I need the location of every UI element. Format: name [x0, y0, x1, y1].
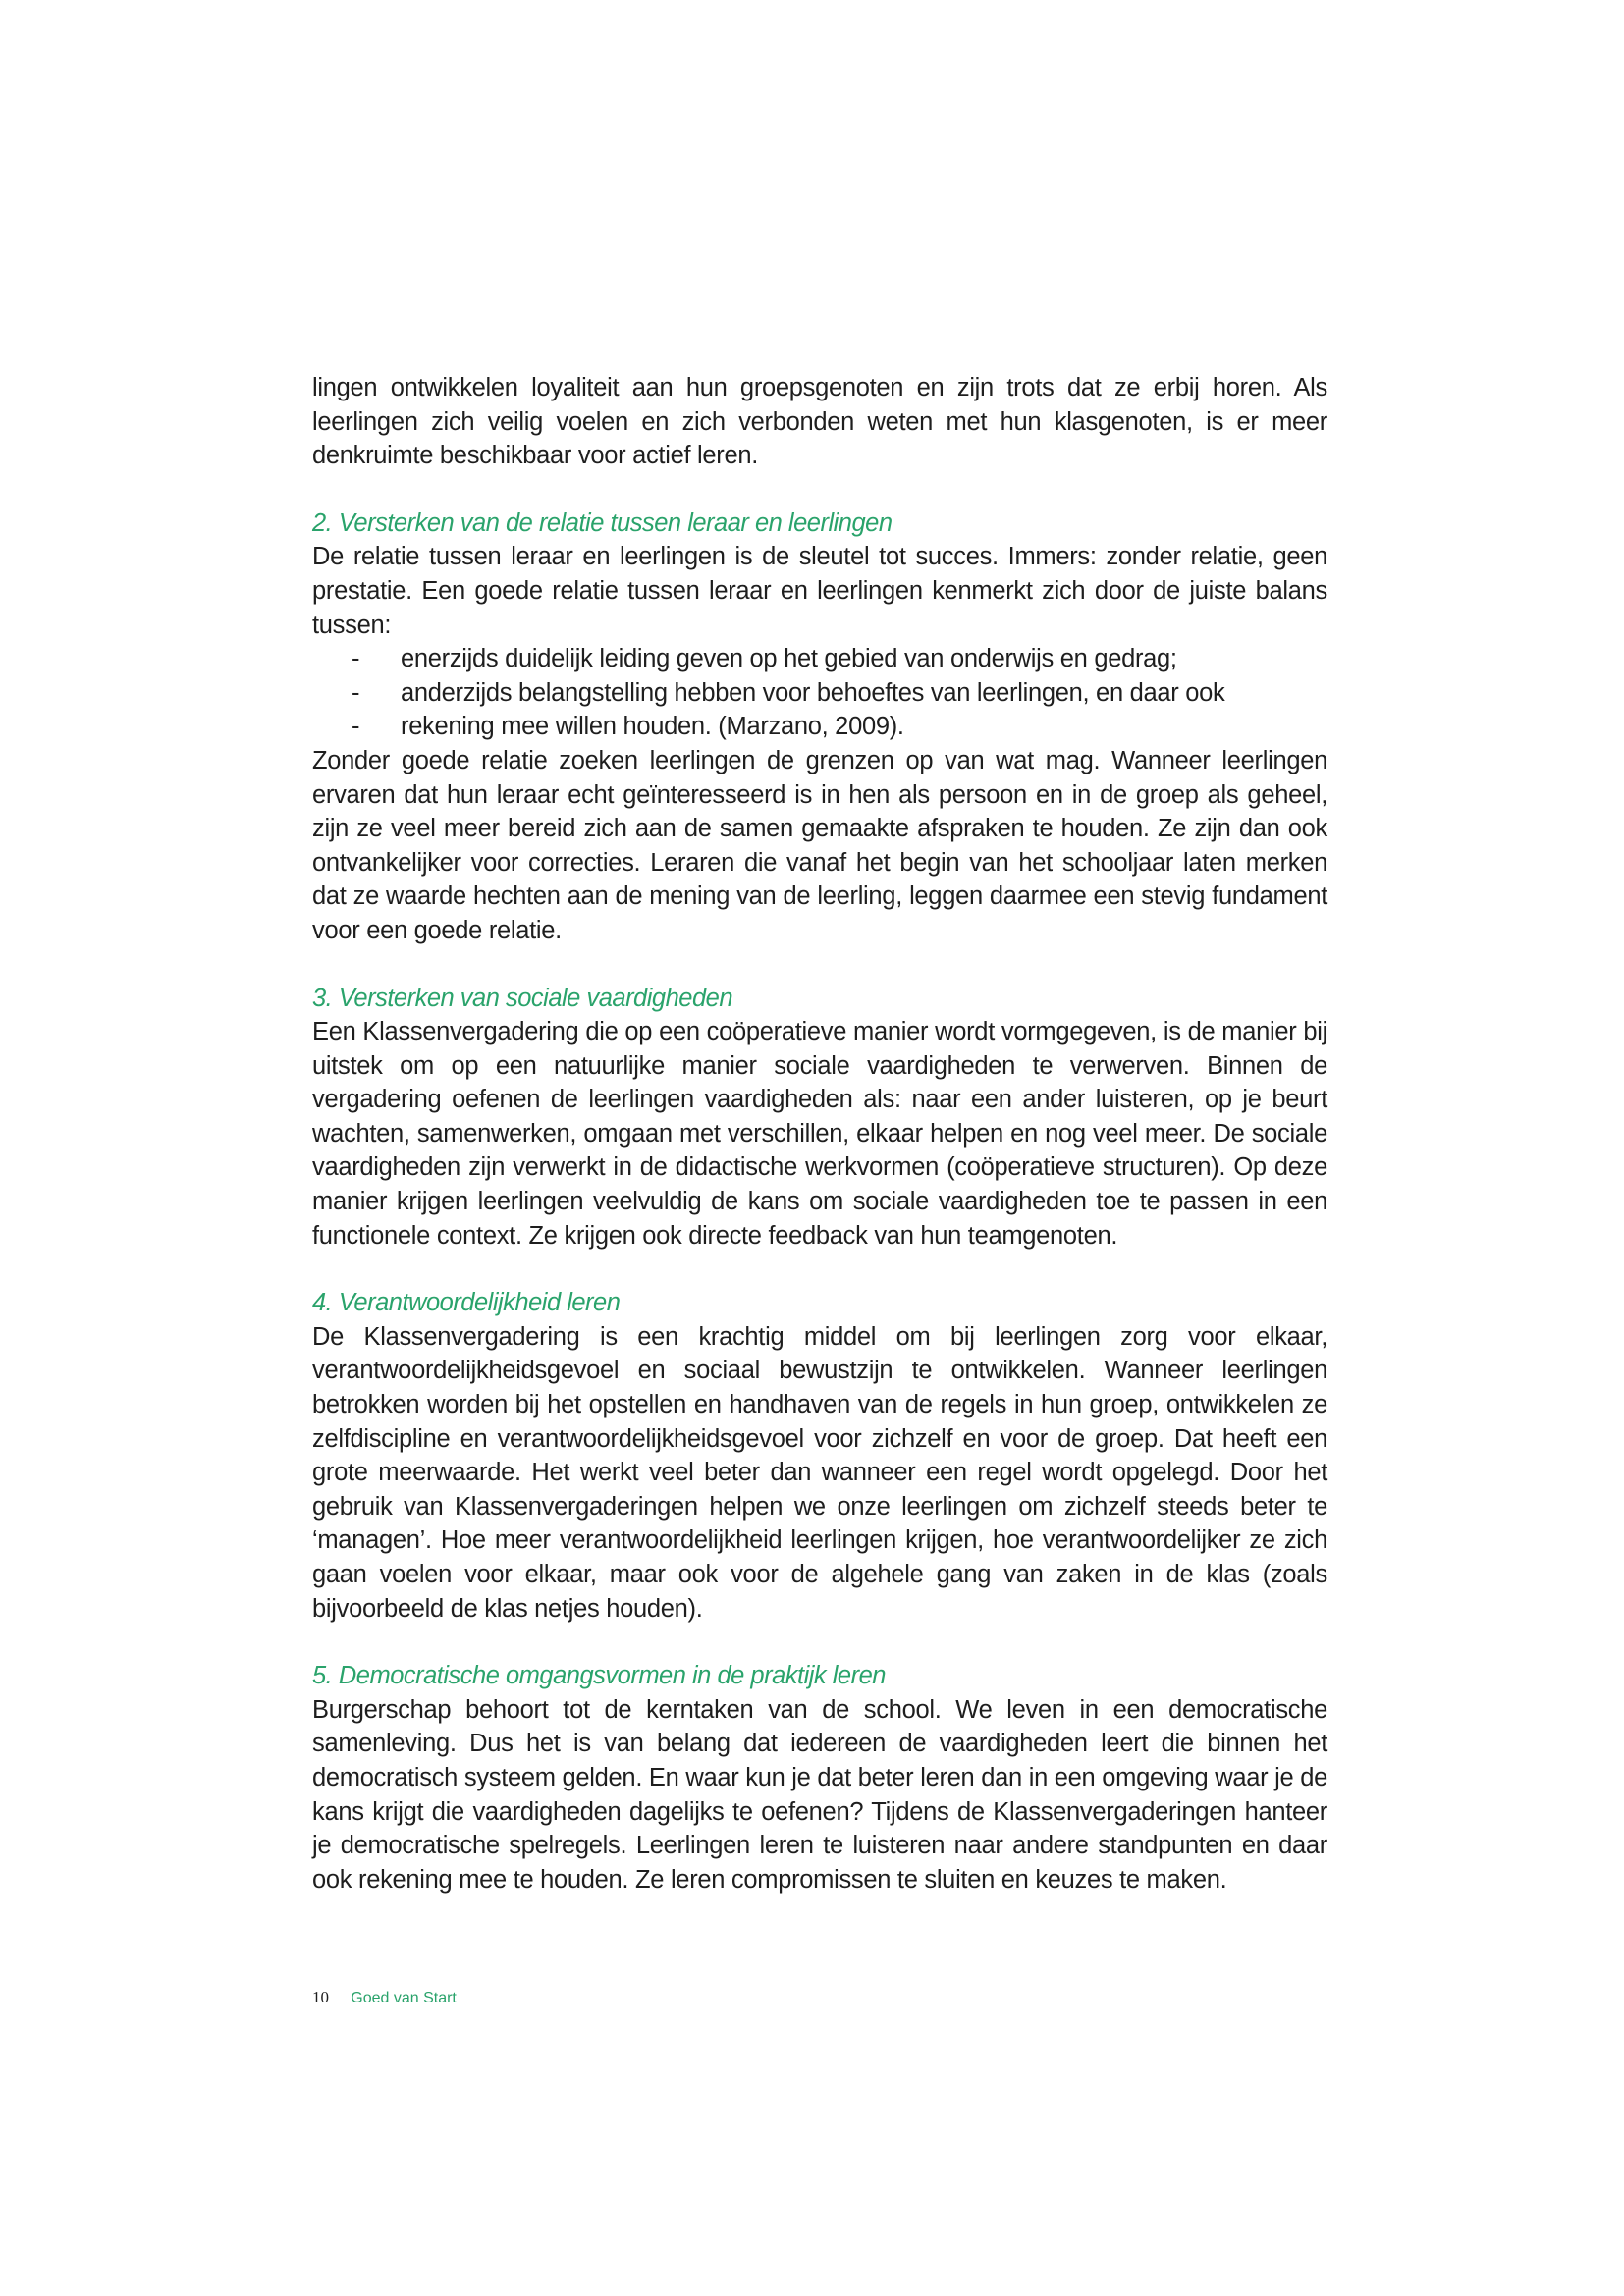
- book-title: Goed van Start: [351, 1990, 457, 2006]
- section-heading: 5. Democratische omgangsvormen in de praktijk leren: [312, 1662, 886, 1690]
- bullet-list: [312, 642, 1327, 744]
- bullet-text: enerzijds duidelijk leiding geven op het gebied van onderwijs en gedrag;: [401, 645, 1177, 673]
- dash-bullet-icon: -: [352, 678, 360, 707]
- intro-paragraph: lingen ontwikkelen loyaliteit aan hun groepsgenoten en zijn trots dat ze erbij horen. Als leerlingen zich veilig voelen en zich verbonden weten met hun klasgenoten, is er meer denkruimte beschikbaar voor actief leren.: [312, 374, 1327, 470]
- bullet-item: [312, 676, 1327, 711]
- bullet-item: [312, 710, 1327, 744]
- page-footer: [312, 1987, 457, 2009]
- bullet-item: [312, 642, 1327, 676]
- bullet-text: rekening mee willen houden. (Marzano, 2009).: [401, 713, 904, 741]
- section-paragraph: Zonder goede relatie zoeken leerlingen de grenzen op van wat mag. Wanneer leerlingen ervaren dat hun leraar echt geïnteresseerd is in hen als persoon en in de groep als geheel, zijn ze veel meer bereid zich aan de samen gemaakte afspraken te houden. Ze zijn dan ook ontvankelijker voor correcties. Leraren die vanaf het begin van het schooljaar laten merken dat ze waarde hechten aan de mening van de leerling, leggen daarmee een stevig fundament voor een goede relatie.: [312, 746, 1327, 944]
- section-paragraph: Burgerschap behoort tot de kerntaken van de school. We leven in een democratische samenleving. Dus het is van belang dat iedereen de vaardigheden leert die binnen het democratisch systeem gelden. En waar kun je dat beter leren dan in een omgeving waar je de kans krijgt die vaardigheden dagelijks te oefenen? Tijdens de Klassenvergaderingen hanteer je democratische spelregels. Leerlingen leren te luisteren naar andere standpunten en daar ook rekening mee te houden. Ze leren compromissen te sluiten en keuzes te maken.: [312, 1695, 1327, 1894]
- section-democracy: [312, 1659, 1327, 1896]
- section-social-skills: [312, 982, 1327, 1254]
- section-paragraph: De Klassenvergadering is een krachtig middel om bij leerlingen zorg voor elkaar, verantwoordelijkheidsgevoel en sociaal bewustzijn te ontwikkelen. Wanneer leerlingen betrokken worden bij het opstellen en handhaven van de regels in hun groep, ontwikkelen ze zelfdiscipline en verantwoordelijkheidsgevoel voor zichzelf en voor de groep. Dat heeft een grote meerwaarde. Het werkt veel beter dan wanneer een regel wordt opgelegd. Door het gebruik van Klassenvergaderingen helpen we onze leerlingen om zichzelf steeds beter te ‘managen’. Hoe meer verantwoordelijkheid leerlingen krijgen, hoe verantwoordelijker ze zich gaan voelen voor elkaar, maar ook voor de algehele gang van zaken in de klas (zoals bijvoorbeeld de klas netjes houden).: [312, 1322, 1327, 1623]
- section-heading: 2. Versterken van de relatie tussen leraar en leerlingen: [312, 508, 893, 537]
- page-number: 10: [312, 1988, 329, 2006]
- section-paragraph: Een Klassenvergadering die op een coöperatieve manier wordt vormgegeven, is de manier bij uitstek om op een natuurlijke manier sociale vaardigheden te verwerven. Binnen de vergadering oefenen de leerlingen vaardigheden als: naar een ander luisteren, op je beurt wachten, samenwerken, omgaan met verschillen, elkaar helpen en nog veel meer. De sociale vaardigheden zijn verwerkt in de didactische werkvormen (coöperatieve structuren). Op deze manier krijgen leerlingen veelvuldig de kans om sociale vaardigheden toe te passen in een functionele context. Ze krijgen ook directe feedback van hun teamgenoten.: [312, 1018, 1327, 1250]
- section-paragraph: De relatie tussen leraar en leerlingen is de sleutel tot succes. Immers: zonder relatie, geen prestatie. Een goede relatie tussen leraar en leerlingen kenmerkt zich door de juiste balans tussen:: [312, 543, 1327, 639]
- section-relationship: [312, 507, 1327, 948]
- section-heading: 3. Versterken van sociale vaardigheden: [312, 984, 732, 1012]
- section-heading: 4. Verantwoordelijkheid leren: [312, 1289, 621, 1317]
- dash-bullet-icon: -: [352, 645, 360, 673]
- bullet-text: anderzijds belangstelling hebben voor behoeftes van leerlingen, en daar ook: [401, 678, 1225, 707]
- dash-bullet-icon: -: [352, 713, 360, 741]
- section-responsibility: [312, 1286, 1327, 1626]
- page-body: [312, 371, 1327, 1896]
